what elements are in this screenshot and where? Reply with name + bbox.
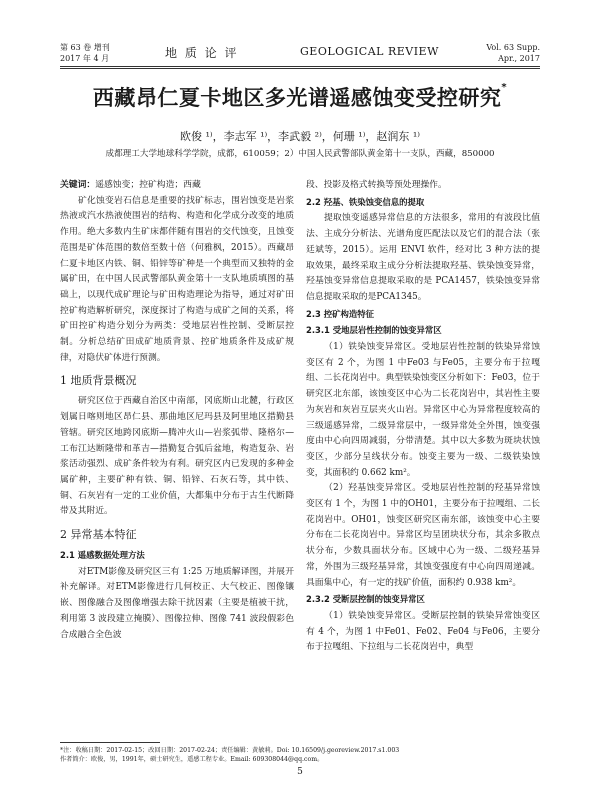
authors: 欧俊 ¹⁾，李志军 ¹⁾，李武毅 ²⁾，何珊 ¹⁾，赵润东 ¹⁾ — [179, 130, 421, 143]
intro-paragraph: 矿化蚀变岩石信息是重要的找矿标志，围岩蚀变是岩浆热液或汽水热液使围岩的结构、构造和化学成分改变的地质作用。绝大多数内生矿床都伴随有围岩的交代蚀变，且蚀变范围是矿体范围的数倍至数十倍（何雅枫，2015）。西藏昂仁夏卡地区内铁、铜、铅锌等矿种是一个典型而又独特的金属矿田，在中国人民武警部队黄金第十一支队地质填图的基础上，以现代成矿理论与矿田构造理论为指导，通过对矿田控矿构造解析研究，深度探讨了构造与成矿之间的关系，将矿田控矿构造分划分为两类：受地层岩性控制、受断层控制。分析总结矿田成矿地质背景、控矿地质条件及成矿规律，对隐伏矿体进行预测。 — [60, 195, 294, 363]
keywords — [60, 178, 294, 194]
section-2-3-1-title: 2.3.1 受地层岩性控制的蚀变异常区 — [306, 325, 442, 336]
section-2-2-title: 2.2 羟基、铁染蚀变信息的提取 — [306, 196, 425, 207]
section-1-title: 1 地质背景概况 — [60, 374, 137, 388]
continued-paragraph: 段、投影及格式转换等预处理操作。 — [306, 180, 447, 190]
paper-title: 西藏昂仁夏卡地区多光谱遥感蚀变受控研究* — [92, 82, 508, 110]
section-2-3-1-paragraph-2: （2）羟基蚀变异常区。受地层岩性控制的羟基异常蚀变区有 1 个，为图 1 中的OH01，主要分布于拉嘎组、二长花岗岩中。OH01，蚀变区研究区南东部，该蚀变中心主要分布在二长花岗岩中。异常区均呈团块状分布，其余多散点状分布，少数具面状分布。区域中心为一级、二级羟基异常，外围为三级羟基异常，其蚀变强度有中心向四周递减。具面集中心，有一定的找矿价值，面积约 0.938 km²。 — [306, 483, 540, 588]
affiliation: 成都理工大学地球科学学院，成都，610059；2）中国人民武警部队黄金第十一支队，西藏，850000 — [105, 149, 495, 159]
section-2-title: 2 异常基本特征 — [60, 528, 137, 542]
section-2-1-paragraph: 对ETM影像及研究区三有 1:25 万地质解译图，并展开补充解译。对ETM影像进行几何校正、大气校正、图像镶嵌、图像融合及图像增强去除干扰因素（主要是植被干扰，利用第 3 波段建立掩膜）、图像拉伸、图像 741 波段假彩色合成融合全色波 — [60, 566, 294, 640]
date-en: Apr., 2017 — [498, 54, 540, 63]
section-1-paragraph: 研究区位于西藏自治区中南部，冈底斯山北麓，行政区划属日喀则地区昂仁县、那曲地区尼玛县及阿里地区措勤县管辖。研究区地跨冈底斯—腾冲火山—岩浆弧带、隆格尔—工布江达断隆带和革吉—措勤复合弧后盆地，构造复杂、岩浆活动强烈、成矿条件较为有利。研究区内已发现的多种金属矿种，主要矿种有铁、铜、铅锌、石灰石等，其中铁、铜、石灰岩有一定的工业价值，大都集中分布于古生代断降带及其附近。 — [60, 396, 294, 517]
title-footnote-mark: * — [501, 82, 508, 93]
left-column — [60, 178, 294, 643]
footnote-rule — [60, 742, 160, 743]
section-2-3-2-paragraph-1: （1）铁染蚀变异常区。受断层控制的铁染异常蚀变区有 4 个，为图 1 中Fe01、Fe02、Fe04 与Fe06，主要分布于拉嘎组、下拉组与二长花岗岩中，典型 — [306, 610, 540, 653]
volume-cn: 第 63 卷 增刊 — [60, 43, 110, 52]
page-number: 5 — [297, 767, 303, 777]
journal-name-en: GEOLOGICAL REVIEW — [300, 45, 439, 58]
date-cn: 2017 年 4 月 — [60, 54, 110, 63]
section-2-3-2-title: 2.3.2 受断层控制的蚀变异常区 — [306, 594, 425, 605]
section-2-1-title: 2.1 遥感数据处理方法 — [60, 550, 145, 561]
volume-en: Vol. 63 Supp. — [486, 43, 540, 52]
header-rule — [60, 66, 540, 67]
keywords-label: 关键词： — [60, 180, 96, 190]
section-2-3-title: 2.3 控矿构造特征 — [306, 308, 375, 319]
journal-name-cn: 地 质 论 评 — [165, 46, 239, 60]
section-2-3-1-paragraph-1: （1）铁染蚀变异常区。受地层岩性控制的铁染异常蚀变区有 2 个，为图 1 中Fe03 与Fe05，主要分布于拉嘎组、二长花岗岩中。典型铁染蚀变区分析如下：Fe03，位于研究区北东部，该蚀变区中心为二长花岗岩中，其岩性主要为灰岩和灰岩互层夹火山岩。异常区中心为异常程度较高的三级遥感异常，二级异常层中，一级异常处全外围，蚀变强度由中心向四周减弱，分带清楚。其中以大多数为斑块状蚀变区，少部分呈线状分布。蚀变主要为一级、二级铁染蚀变，其面积约 0.662 km²。 — [306, 342, 540, 478]
footnote-line-2: 作者简介：欧俊，男，1991年，硕士研究生，遥感工程专业。Email: 609308044@qq.com。 — [60, 756, 324, 763]
section-2-2-paragraph: 提取蚀变遥感异常信息的方法很多，常用的有波段比值法、主成分分析法、光谱角度匹配法以及它们的混合法（张廷斌等，2015）。运用 ENVI 软件，经对比 3 种方法的提取效果，最终采取主成分分析法提取羟基、铁染蚀变异常，羟基蚀变异常信息提取采取的是 PCA1457，铁染蚀变异常信息提取采取的是PCA1345。 — [306, 213, 540, 302]
header-rule-thin — [60, 68, 540, 69]
right-column — [306, 178, 540, 656]
footnote-line-1: *注：收稿日期：2017-02-15；改回日期：2017-02-24；责任编辑：黄敏莉。Doi: 10.16509/j.georeview.2017.s1.003 — [60, 747, 400, 754]
keywords-text: 遥感蚀变；控矿构造；西藏 — [95, 180, 201, 190]
footnote — [60, 746, 540, 764]
